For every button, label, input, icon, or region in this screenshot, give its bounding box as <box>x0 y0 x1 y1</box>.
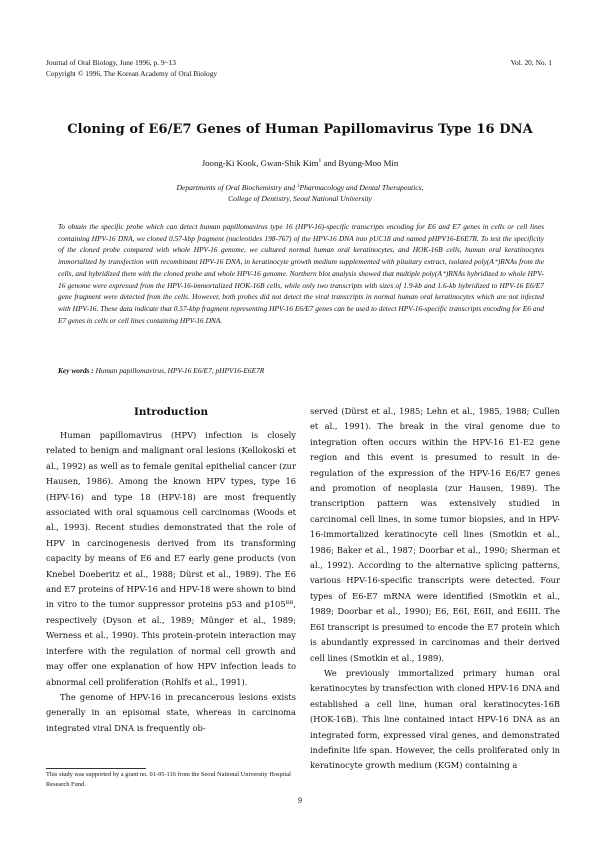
affiliation-superscript: 1 <box>296 184 300 189</box>
running-header <box>46 58 217 79</box>
paragraph: We previously immortalized primary human oral keratinocytes by transfection with cloned HPV-16 DNA and established a cell line, human oral keratinocytes-16B (HOK-16B). This line contained intact HPV-16 DNA as an integrated form, expressed viral genes, and demonstrated indefinite life span. However, the cells proliferated only in keratinocyte growth medium (KGM) containing a <box>310 667 560 771</box>
journal-citation: Journal of Oral Biology, June 1996, p. 9~13 <box>46 58 176 67</box>
article-title: Cloning of E6/E7 Genes of Human Papillomavirus Type 16 DNA <box>67 122 533 137</box>
footnote-divider <box>46 768 146 769</box>
paragraph-continued: served (Dürst et al., 1985; Lehn et al., 1985, 1988; Cullen et al., 1991). The break in the viral genome due to integration often occurs within the HPV-16 E1-E2 gene region and this event is presumed to result in de-regulation of the expression of the HPV-16 E6/E7 genes and promotion of neoplasia (zur Hausen, 1989). The transcription pattern was extensively studied in carcinomal cell lines, in some tumor biopsies, and in HPV-16-immortalized keratinocyte cell lines (Smotkin et al., 1986; Baker et al., 1987; Doorbar et al., 1990; Sherman et al., 1992). According to the alternative splicing patterns, various HPV-16-specific transcripts were detected. Four types of E6-E7 mRNA were identified (Smotkin et al., 1989; Doorbar et al., 1990); E6, E6I, E6II, and E6III. The E6I transcript is presumed to encode the E7 protein which is abundantly expressed in carcinomas and their derived cell lines (Smotkin et al., 1989). <box>310 406 560 663</box>
author-names-1: Joong-Ki Kook, Gwan-Shik Kim <box>201 158 319 168</box>
affiliation-line-2: College of Dentistry, Seoul National University <box>228 194 372 203</box>
body-column-left <box>46 428 296 766</box>
keywords-text: Human papillomavirus, HPV-16 E6/E7, pHPV16-E6E7R <box>93 366 265 375</box>
affiliation <box>0 181 600 204</box>
volume-issue: Vol. 20, No. 1 <box>510 58 552 67</box>
paragraph: Human papillomavirus (HPV) infection is closely related to benign and malignant oral lesions (Kellokoski et al., 1992) as well as to female genital epithelial cancer (zur Hausen, 1986). Among the known HPV types, type 16 (HPV-16) and type 18 (HPV-18) are most frequently associated with oral squamous cell carcinomas (Woods et al., 1993). Recent studies demonstrated that the role of HPV in carcinogenesis derived from its transforming capacity by means of E6 and E7 early gene products (von Knebel Doeberitz et al., 1988; Dürst et al., 1989). The E6 and E7 proteins of HPV-16 and HPV-18 were shown to bind in vitro to the tumor suppressor proteins p53 and p105ᴿᴮ, respectively (Dyson et al., 1989; Münger et al., 1989; Werness et al., 1990). This protein-protein interaction may interfere with the regulation of normal cell growth and may offer one explanation of how HPV infection leads to abnormal cell proliferation (Rohlfs et al., 1991). <box>46 430 296 687</box>
keywords <box>58 366 544 375</box>
section-heading-introduction: Introduction <box>134 406 208 418</box>
paragraph: The genome of HPV-16 in precancerous lesions exists generally in an episomal state, whereas in carcinoma integrated viral DNA is frequently ob- <box>46 691 296 733</box>
affiliation-dept-2: Pharmacology and Dental Therapeutics, <box>299 183 424 192</box>
page-number: 9 <box>298 796 302 805</box>
keywords-label: Key words : <box>58 366 94 375</box>
copyright-notice: Copyright © 1996, The Korean Academy of Oral Biology <box>46 68 218 78</box>
author-names-2: and Byung-Moo Min <box>321 158 399 168</box>
funding-footnote: This study was supported by a grant no. 01-95-116 from the Seoul National University Hospital Research Fund. <box>46 771 291 788</box>
abstract: To obtain the specific probe which can detect human papillomavirus type 16 (HPV-16)-specific transcripts encoding for E6 and E7 genes in cells or cell lines containing HPV-16 DNA, we cloned 0.57-kbp fragment (nucleotides 198-767) of the HPV-16 DNA into pUC18 and named pHPV16-E6E7R. To test the specificity of the cloned probe compared with whole HPV-16 genome, we cultured normal human oral keratinocytes, and HOK-16B cells, human oral keratinocytes immortalized by transfection with recombinant HPV-16 DNA, in keratinocyte growth medium supplemented with pituitary extract, isolated poly(A⁺)RNAs from the cells, and hybridized them with the cloned probe and whole HPV-16 genome. Northern blot analysis showed that multiple poly(A⁺)RNAs hybridized to whole HPV-16 genome were expressed from the HPV-16-immortalized HOK-16B cells, while only two transcripts with sizes of 1.9-kb and 1.6-kb hybridized to HPV-16 E6/E7 gene fragment were detected from the cells. However, both probes did not detect the viral transcripts in normal human oral keratinocytes which are not infected with HPV-16. These data indicate that 0.57-kbp fragment representing HPV-16 E6/E7 genes can be used to detect HPV-16-specific transcripts encoding for E6 and E7 genes in cells or cell lines containing HPV-16 DNA. <box>58 222 544 325</box>
author-list <box>0 158 600 168</box>
affiliation-line-1 <box>0 181 600 193</box>
body-column-right <box>310 404 560 802</box>
affiliation-dept-1: Departments of Oral Biochemistry and <box>176 183 297 192</box>
author-superscript: 1 <box>318 158 322 164</box>
